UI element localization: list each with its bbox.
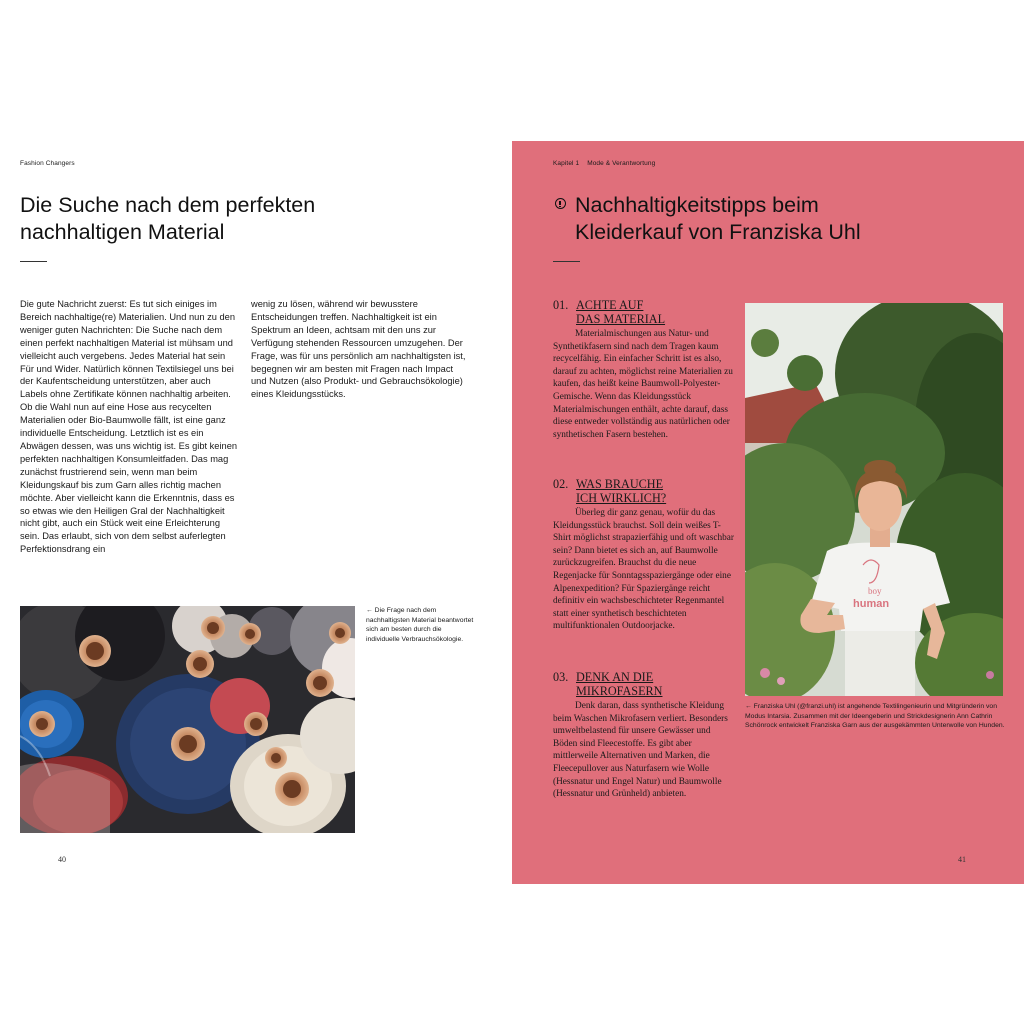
tip-body: Materialmischungen aus Natur- und Synthetikfasern sind nach dem Tragen kaum recycelfähig. Ein einfacher Schritt ist es also, darauf zu achten, möglichst reine Materialien zu kaufen, das heißt keine Baumwoll-Polyester-Gemische. Wenn das Kleidungsstück Materialmischungen enthält, achte darauf, dass diese entweder vollständig aus natürlichen oder synthetischen Fasern bestehen. (553, 329, 733, 440)
photo-caption: ← Die Frage nach dem nachhaltigsten Material beantwortet sich am besten durch die individuelle Verbrauchsökologie. (366, 607, 474, 643)
tip-body: Überleg dir ganz genau, wofür du das Kleidungsstück brauchst. Soll dein weißes T-Shirt möglichst strapazierfähig und oft waschbar sein? Dann bietet es sich an, auf Baumwolle zurückzugreifen. Brauchst du die neue Regenjacke für Sonntagsspaziergänge oder eine Alpenexpedition? Für Spaziergänge reicht definitiv ein wachsbeschichteter Regenmantel statt einer synthetisch beschichteten multifunktionalen Outdoorjacke. (553, 508, 734, 632)
running-head (553, 160, 655, 167)
tip-label (576, 478, 736, 505)
page-title (20, 192, 315, 246)
tip-label-line: MIKROFASERN (576, 683, 663, 698)
page-title-line: Kleiderkauf von Franziska Uhl (575, 220, 861, 244)
tip-label (576, 299, 736, 326)
left-page (0, 141, 512, 884)
running-head-chapter: Kapitel 1 (553, 160, 580, 167)
running-head: Fashion Changers (20, 160, 75, 167)
body-column-1: Die gute Nachricht zuerst: Es tut sich einiges im Bereich nachhaltige(re) Materialien. Und nun zu den weniger guten Nachrichten: Die Suche nach dem einen perfekt nachhaltigen Material ist mühsam und vielleicht auch vergebens. Jedes Material hat sein Für und Wider. Natürlich können Textilsiegel uns bei der Kaufentscheidung unterstützen, aber auch Labels ohne Zertifikate können nachhaltig arbeiten. Ob die Wahl nun auf eine Hose aus recycelten Materialien oder Bio-Baumwolle fällt, ist eine ganz individuelle Entscheidung. Letztlich ist es ein Abwägen dessen, was uns wichtig ist. Es gibt keinen perfekten nachhaltigen Konsumleitfaden. Das mag zunächst frustrierend sein, wenn man beim Kleidungskauf bis zum Garn alles richtig machen möchte. Aber vielleicht kann die Erkenntnis, dass es so etwas wie den Heiligen Gral der Nachhaltigkeit nicht gibt, auch ein Stück weit eine Erleichterung sein. Das erlaubt, sich von dem selbst auferlegten Perfektionsdrang ein (20, 299, 238, 555)
page-title-line: Nachhaltigkeitstipps beim (575, 193, 819, 217)
shirt-print-line: human (853, 598, 890, 610)
tip-heading (553, 671, 738, 699)
page-title (575, 192, 861, 246)
title-rule (553, 261, 580, 262)
fabric-rolls-photo (20, 606, 355, 833)
page-title-line: nachhaltigen Material (20, 220, 225, 244)
tip-body: Denk daran, dass synthetische Kleidung beim Waschen Mikrofasern verliert. Besonders umweltbelastend für unsere Gewässer und Böden sind Fleecestoffe. Es gibt aber mittlerweile Alternativen und Marken, die Fleecepullover aus Naturfasern wie Wolle (Hessnatur und Engel Natur) und Baumwolle (Hessnatur und Grünheld) anbieten. (553, 701, 728, 800)
right-page (512, 141, 1024, 884)
page-number: 41 (958, 855, 966, 864)
title-rule (20, 261, 47, 262)
portrait-photo (745, 303, 1003, 696)
tip-heading (553, 299, 738, 327)
tip-heading (553, 478, 738, 506)
tip-number: 01. (553, 298, 569, 312)
tip-label-line: DENK AN DIE (576, 670, 654, 684)
tip-label-line: ICH WIRKLICH? (576, 490, 667, 505)
tip-label-line: ACHTE AUF (576, 298, 644, 312)
running-head-section: Mode & Verantwortung (587, 160, 656, 167)
body-column-2: wenig zu lösen, während wir bewusstere Entscheidungen treffen. Nachhaltigkeit ist ein Spektrum an Ideen, achtsam mit den uns zur Verfügung stehenden Ressourcen umzugehen. Der Frage, was für uns persönlich am nachhaltigsten ist, begegnen wir am besten mit Fragen nach Impact und Nutzen (also Produkt- und Gebrauchsökologie) eines Kleidungsstücks. (251, 299, 466, 400)
portrait-caption: ← Franziska Uhl (@franzi.uhl) ist angehende Textilingenieurin und Mitgründerin von Modus Intarsia. Zusammen mit der Ideengeberin und Strickdesignerin Ann Cathrin Schönrock entwickelt Franziska Garn aus der ausgekämmten Unterwolle von Hunden. (745, 703, 1005, 730)
exclamation-circle-icon (555, 198, 566, 209)
tip-label-line: DAS MATERIAL (576, 311, 666, 326)
shirt-print-line: boy (868, 586, 882, 596)
tip-label (576, 671, 736, 698)
tip-number: 02. (553, 477, 569, 491)
tip-number: 03. (553, 670, 569, 684)
page-title-line: Die Suche nach dem perfekten (20, 193, 316, 217)
tip-label-line: WAS BRAUCHE (576, 477, 664, 491)
page-number: 40 (58, 855, 66, 864)
